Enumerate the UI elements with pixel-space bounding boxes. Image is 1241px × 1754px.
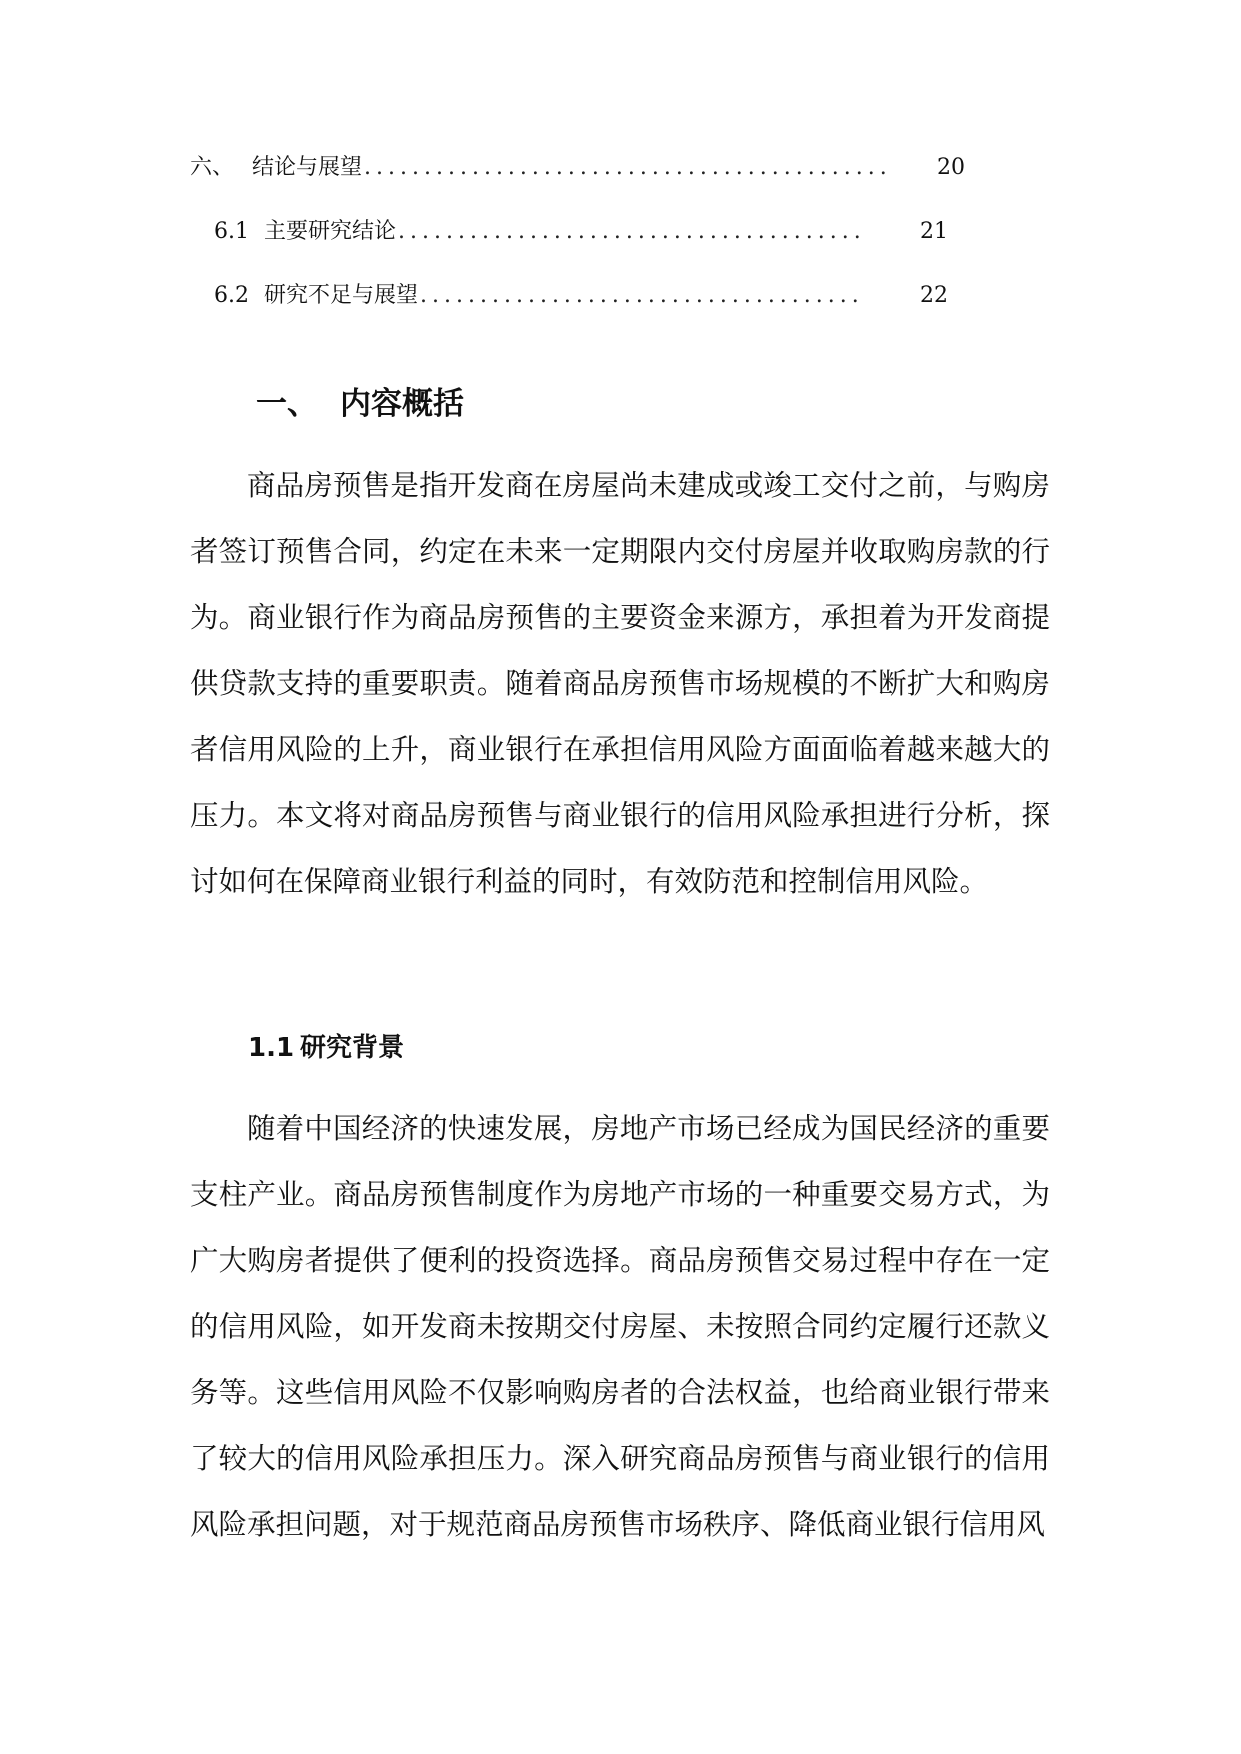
subsection-title: 研究背景 — [300, 1033, 405, 1063]
table-of-contents — [190, 150, 965, 342]
toc-entry-title: 结论与展望 — [252, 155, 363, 180]
toc-entry-page: 22 — [920, 283, 948, 308]
subsection-heading-1-1 — [248, 1027, 404, 1064]
toc-entry-title: 主要研究结论 — [264, 219, 397, 244]
toc-entry-number: 6.1 — [214, 219, 249, 244]
toc-entry-title: 研究不足与展望 — [264, 283, 419, 308]
body-paragraph: 随着中国经济的快速发展，房地产市场已经成为国民经济的重要支柱产业。商品房预售制度作为房地产市场的一种重要交易方式，为广大购房者提供了便利的投资选择。商品房预售交易过程中存在一定的信用风险，如开发商未按期交付房屋、未按照合同约定履行还款义务等。这些信用风险不仅影响购房者的合法权益，也给商业银行带来了较大的信用风险承担压力。深入研究商品房预售与商业银行的信用风险承担问题，对于规范商品房预售市场秩序、降低商业银行信用风 — [190, 1112, 1050, 1541]
toc-entry-number: 6.2 — [214, 283, 249, 308]
toc-leader-dots: ....................................... — [398, 219, 866, 244]
toc-entry-number: 六、 — [190, 155, 235, 180]
section-number: 一、 — [256, 386, 318, 422]
section-heading-1 — [256, 378, 464, 423]
subsection-number: 1.1 — [248, 1033, 295, 1063]
toc-entry-page: 21 — [920, 219, 948, 244]
toc-entry-page: 20 — [937, 155, 965, 180]
toc-entry-6-1[interactable] — [190, 214, 948, 278]
toc-leader-dots: ..................................... — [420, 283, 864, 308]
section-title: 内容概括 — [340, 386, 464, 422]
body-paragraph: 商品房预售是指开发商在房屋尚未建成或竣工交付之前，与购房者签订预售合同，约定在未来一定期限内交付房屋并收取购房款的行为。商业银行作为商品房预售的主要资金来源方，承担着为开发商提供贷款支持的重要职责。随着商品房预售市场规模的不断扩大和购房者信用风险的上升，商业银行在承担信用风险方面面临着越来越大的压力。本文将对商品房预售与商业银行的信用风险承担进行分析，探讨如何在保障商业银行利益的同时，有效防范和控制信用风险。 — [190, 469, 1050, 898]
toc-entry-6-2[interactable] — [190, 278, 948, 342]
toc-entry-6[interactable] — [190, 150, 965, 214]
toc-leader-dots: ............................................ — [364, 155, 892, 180]
